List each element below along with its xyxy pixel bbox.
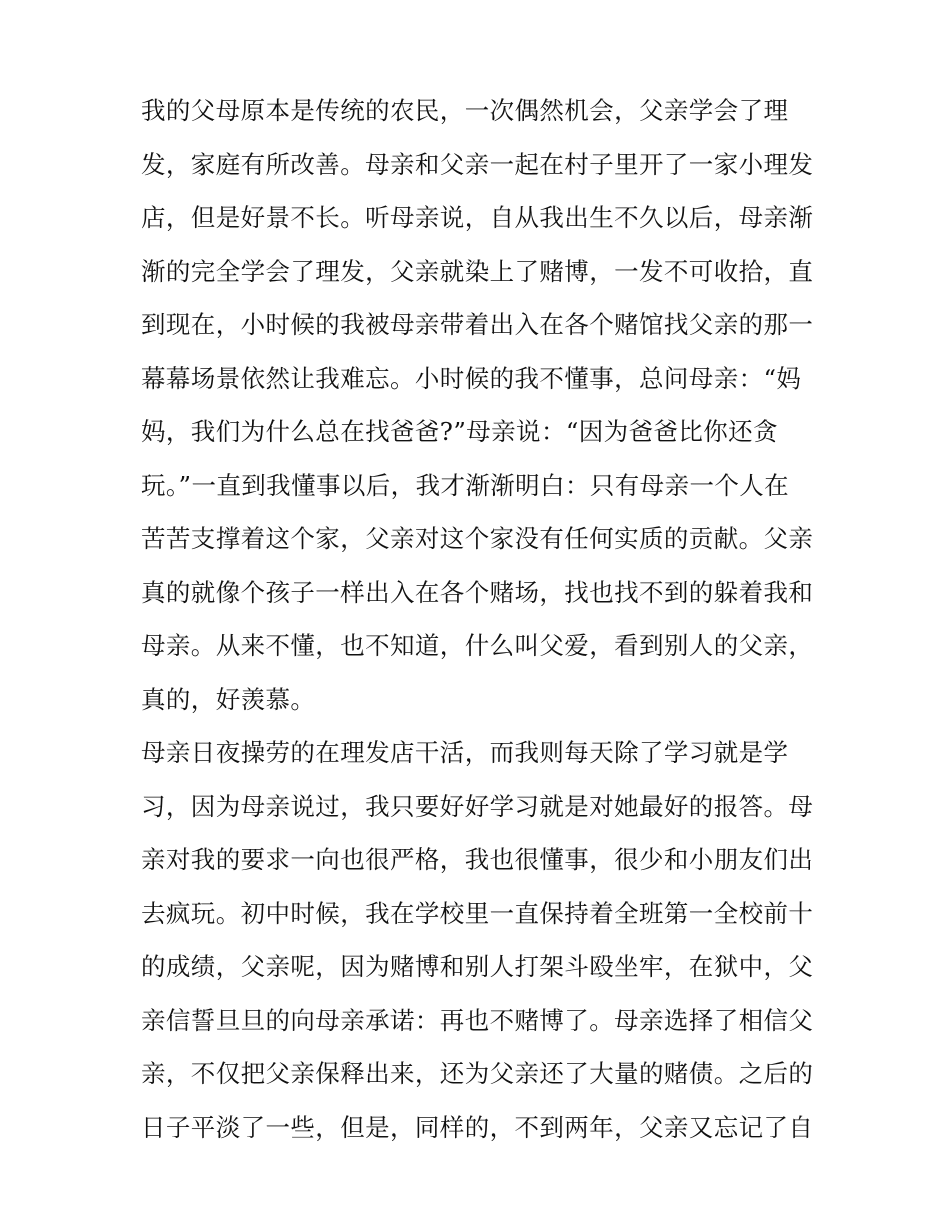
text-line: 母亲日夜操劳的在理发店干活，而我则每天除了学习就是学 [141, 738, 789, 767]
text-line: 真的，好羡慕。 [141, 684, 316, 714]
text-line: 店，但是好景不长。听母亲说，自从我出生不久以后，母亲渐 [141, 203, 814, 232]
text-line: 日子平淡了一些，但是，同样的，不到两年，父亲又忘记了自 [141, 1112, 814, 1142]
text-line: 妈，我们为什么总在找爸爸?”母亲说：“因为爸爸比你还贪 [141, 417, 778, 446]
text-line: 母亲。从来不懂，也不知道，什么叫父爱，看到别人的父亲， [141, 631, 814, 660]
text-line: 渐的完全学会了理发，父亲就染上了赌博，一发不可收拾，直 [141, 256, 814, 286]
text-line: 亲对我的要求一向也很严格，我也很懂事，很少和小朋友们出 [141, 845, 814, 874]
text-line: 我的父母原本是传统的农民，一次偶然机会，父亲学会了理 [141, 96, 789, 125]
text-line: 习，因为母亲说过，我只要好好学习就是对她最好的报答。母 [141, 791, 814, 821]
text-line: 玩。”一直到我懂事以后，我才渐渐明白：只有母亲一个人在 [141, 470, 790, 500]
text-line: 去疯玩。初中时候，我在学校里一直保持着全班第一全校前十 [141, 898, 814, 928]
text-line: 亲信誓旦旦的向母亲承诺：再也不赌博了。母亲选择了相信父 [141, 1005, 814, 1035]
text-line: 苦苦支撑着这个家，父亲对这个家没有任何实质的贡献。父亲 [141, 524, 814, 553]
text-line: 幕幕场景依然让我难忘。小时候的我不懂事，总问母亲：“妈 [141, 363, 802, 393]
text-line: 到现在，小时候的我被母亲带着出入在各个赌馆找父亲的那一 [141, 310, 814, 339]
text-line: 的成绩，父亲呢，因为赌博和别人打架斗殴坐牢，在狱中，父 [141, 952, 814, 981]
text-line: 发，家庭有所改善。母亲和父亲一起在村子里开了一家小理发 [141, 149, 814, 179]
text-line: 真的就像个孩子一样出入在各个赌场，找也找不到的躲着我和 [141, 577, 814, 607]
text-line: 亲，不仅把父亲保释出来，还为父亲还了大量的赌债。之后的 [141, 1059, 814, 1088]
body-text [141, 84, 821, 1154]
